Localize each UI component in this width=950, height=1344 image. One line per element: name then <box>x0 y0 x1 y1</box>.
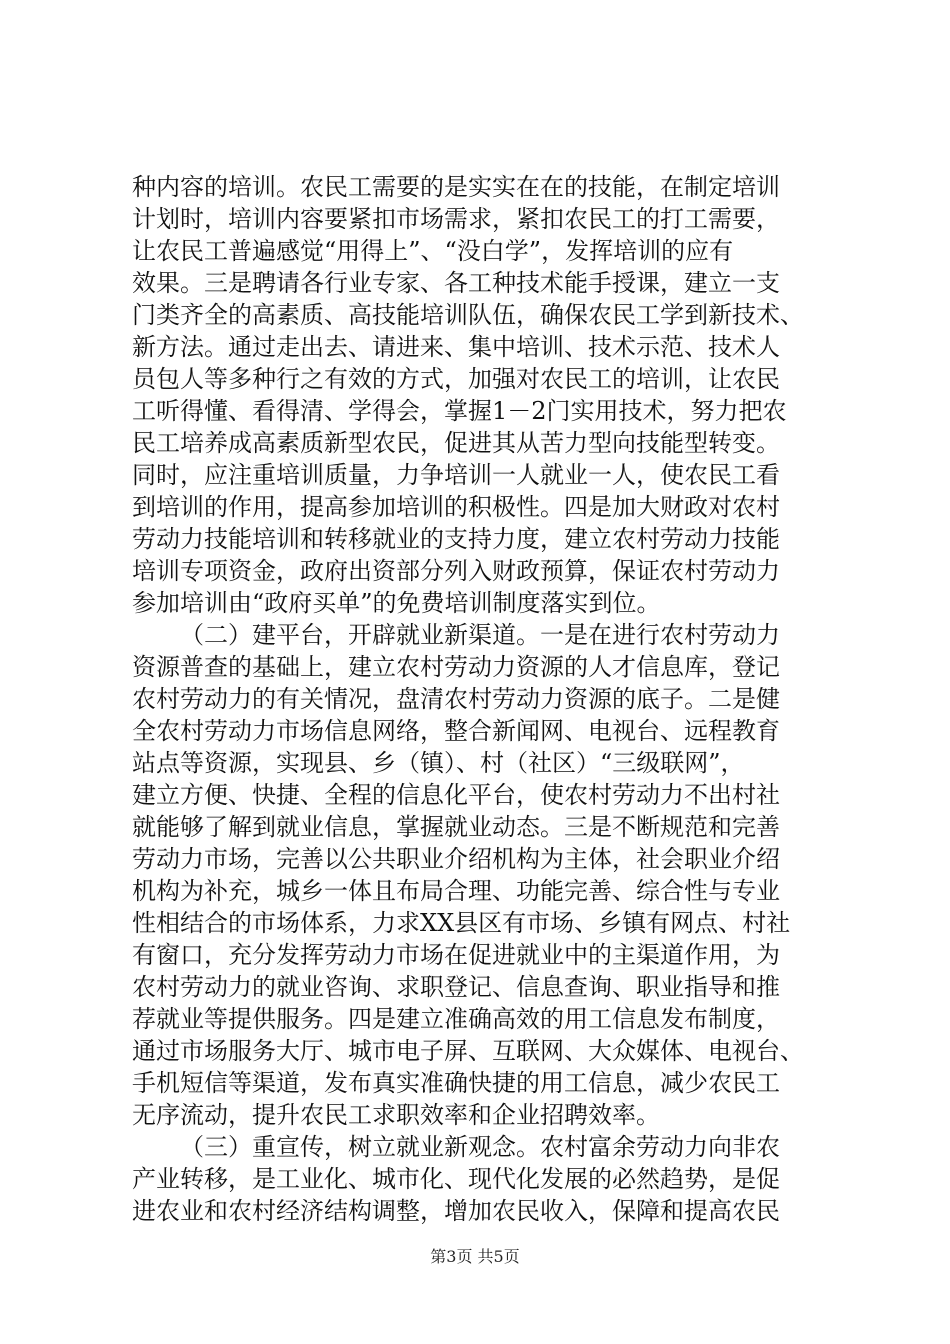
text-line: 无序流动，提升农民工求职效率和企业招聘效率。 <box>132 1101 660 1129</box>
text-line: 计划时，培训内容要紧扣市场需求，紧扣农民工的打工需要， <box>132 205 780 233</box>
text-line: 工听得懂、看得清、学得会，掌握1－2门实用技术，努力把农 <box>132 397 787 425</box>
text-line: 培训专项资金，政府出资部分列入财政预算，保证农村劳动力 <box>132 557 780 585</box>
text-line: 农村劳动力的就业咨询、求职登记、信息查询、职业指导和推 <box>132 973 780 1001</box>
text-line: 荐就业等提供服务。四是建立准确高效的用工信息发布制度， <box>132 1005 780 1033</box>
text-line: 站点等资源，实现县、乡（镇）、村（社区）“三级联网”， <box>132 749 745 777</box>
text-line: 效果。三是聘请各行业专家、各工种技术能手授课，建立一支 <box>132 269 780 297</box>
text-line: 劳动力技能培训和转移就业的支持力度，建立农村劳动力技能 <box>132 525 780 553</box>
text-line: 种内容的培训。农民工需要的是实实在在的技能，在制定培训 <box>132 173 780 201</box>
text-line: 到培训的作用，提高参加培训的积极性。四是加大财政对农村 <box>132 493 780 521</box>
page-number: 第3页 共5页 <box>430 1247 520 1266</box>
text-line: 进农业和农村经济结构调整，增加农民收入，保障和提高农民 <box>132 1197 780 1225</box>
text-line: 手机短信等渠道，发布真实准确快捷的用工信息，减少农民工 <box>132 1069 780 1097</box>
text-line: 机构为补充，城乡一体且布局合理、功能完善、综合性与专业 <box>132 877 780 905</box>
text-line: 有窗口，充分发挥劳动力市场在促进就业中的主渠道作用，为 <box>132 941 780 969</box>
text-line: 民工培养成高素质新型农民，促进其从苦力型向技能型转变。 <box>132 429 780 457</box>
paragraph-heading-line: （三）重宣传，树立就业新观念。农村富余劳动力向非农 <box>180 1133 780 1161</box>
text-line: 参加培训由“政府买单”的免费培训制度落实到位。 <box>132 589 661 617</box>
text-line: 性相结合的市场体系，力求XX县区有市场、乡镇有网点、村社 <box>132 909 791 937</box>
text-line: 全农村劳动力市场信息网络，整合新闻网、电视台、远程教育 <box>132 717 780 745</box>
text-line: 农村劳动力的有关情况，盘清农村劳动力资源的底子。二是健 <box>132 685 780 713</box>
body-text <box>132 171 832 1227</box>
text-line: 建立方便、快捷、全程的信息化平台，使农村劳动力不出村社 <box>132 781 780 809</box>
text-line: 通过市场服务大厅、城市电子屏、互联网、大众媒体、电视台、 <box>132 1037 804 1065</box>
text-line: 门类齐全的高素质、高技能培训队伍，确保农民工学到新技术、 <box>132 301 804 329</box>
text-line: 就能够了解到就业信息，掌握就业动态。三是不断规范和完善 <box>132 813 780 841</box>
page-footer <box>0 1247 950 1267</box>
text-line: 劳动力市场，完善以公共职业介绍机构为主体，社会职业介绍 <box>132 845 780 873</box>
text-line: 资源普查的基础上，建立农村劳动力资源的人才信息库，登记 <box>132 653 780 681</box>
text-line: 产业转移，是工业化、城市化、现代化发展的必然趋势，是促 <box>132 1165 780 1193</box>
text-line: 让农民工普遍感觉“用得上”、“没白学”，发挥培训的应有 <box>132 237 734 265</box>
text-line: 新方法。通过走出去、请进来、集中培训、技术示范、技术人 <box>132 333 780 361</box>
text-line: 员包人等多种行之有效的方式，加强对农民工的培训，让农民 <box>132 365 780 393</box>
paragraph-heading-line: （二）建平台，开辟就业新渠道。一是在进行农村劳动力 <box>180 621 780 649</box>
text-line: 同时，应注重培训质量，力争培训一人就业一人，使农民工看 <box>132 461 780 489</box>
